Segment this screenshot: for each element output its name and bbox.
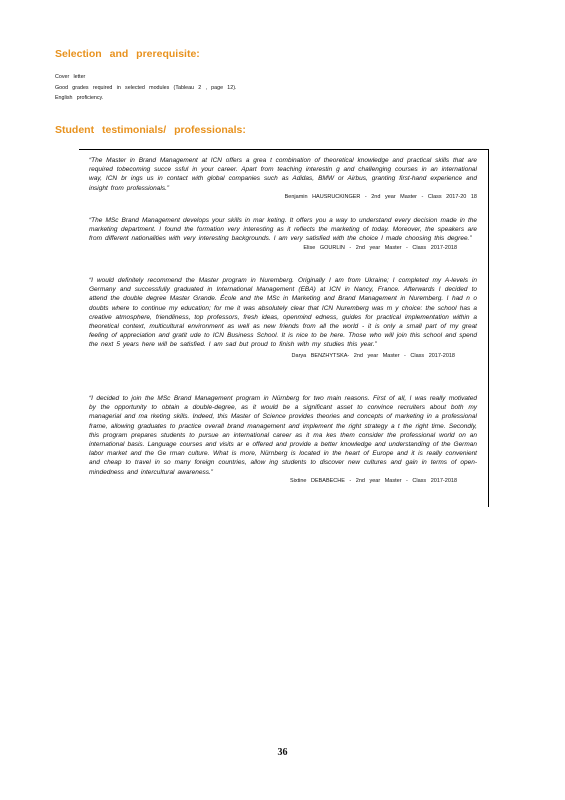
testimonial-attribution: Benjamin HAUSRUCKINGER - 2nd year Master - Class 2017-20 18 (284, 193, 477, 200)
testimonial (89, 394, 477, 485)
page-number: 36 (277, 747, 288, 758)
testimonial-attribution: Elise GOURLIN - 2nd year Master - Class 2017-2018 (303, 244, 457, 251)
testimonial-attribution: Sixtine DEBABECHE - 2nd year Master - Class 2017-2018 (289, 477, 457, 484)
testimonial (89, 156, 477, 201)
testimonial-attribution: Darya BENZHYTSKA- 2nd year Master - Class 2017-2018 (291, 352, 455, 359)
prerequisite-item: English proficiency. (55, 95, 104, 101)
testimonial (89, 216, 477, 252)
testimonial-quote: “The Master in Brand Management at ICN offers a grea t combination of theoretical knowledge and practical skills that are required tobecoming succe ssful in your career. Apart from teaching interestin g and challenging courses in an international way, ICN br ings us in contact with global companies such as Adidas, BMW or Airbus, granting first-hand experience and insight from professionals.” (89, 157, 477, 192)
testimonials-box (79, 149, 489, 507)
prerequisite-list (55, 72, 475, 104)
selection-heading: Selection and prerequisite: (55, 48, 200, 60)
prerequisite-item: Good grades required in selected modules (Tableau 2 , page 12). (55, 84, 237, 91)
testimonial-quote: “I decided to join the MSc Brand Management program in Nürnberg for two main reasons. First of all, I was really motivated by the opportunity to obtain a double-degree, as it would be a significant asset to convince recruiters about both my managerial and ma rketing skills. Indeed, this Master of Science provides theories and concepts of marketing in a professional frame, allowing graduates to practice overall brand management and implement the right strategy a t the right time. Secondly, this program prepares students to pursue an international career as it ma kes them consider the professional world on an international basis. Language courses and visits ar e offered and provide a better knowledge and understanding of the German labor market and the Ge rman culture. What is more, Nürnberg is located in the heart of Europe and it is really convenient and cheap to travel in so many foreign countries, allow ing students to discover new cultures and gain in terms of open-mindedness and intercultural awareness.” (89, 395, 477, 476)
testimonial (89, 276, 477, 360)
prerequisite-item: Cover letter (55, 74, 86, 80)
testimonials-heading: Student testimonials/ professionals: (55, 124, 246, 136)
testimonial-quote: “The MSc Brand Management develops your skills in mar keting. It offers you a way to understand every decision made in the marketing department. I found the formation very interesting as it reflects the marketing of today. Moreover, the speakers are from different nationalities with very interesting backgrounds. I am very satisfied with the choice I made choosing this degree.” (89, 217, 477, 243)
testimonial-quote: “I would definitely recommend the Master program in Nuremberg. Originally I am from Ukraine; I completed my A-levels in Germany and successfully graduated in International Management (EBA) at ICN in Nancy, France. Afterwards I decided to attend the double degree Master Grande. École and the MSc in Marketing and Brand Management in Nuremberg. I had n o doubts where to continue my education; for me it was absolutely clear that ICN Nuremberg was m y choice: the school has a creative atmosphere, friendliness, top professors, fresh ideas, openmind edness, guides for practical implementation within a theoretical context, multicultural environment as well as new friends from all the world - it is only a small part of my great feeling of appreciation and gratit ude to ICN Business School. It is nice to be here. Those who will join this school and spend the next 5 years here will be satisfied. I am sad but proud to finish with my studies this year.” (89, 277, 477, 349)
